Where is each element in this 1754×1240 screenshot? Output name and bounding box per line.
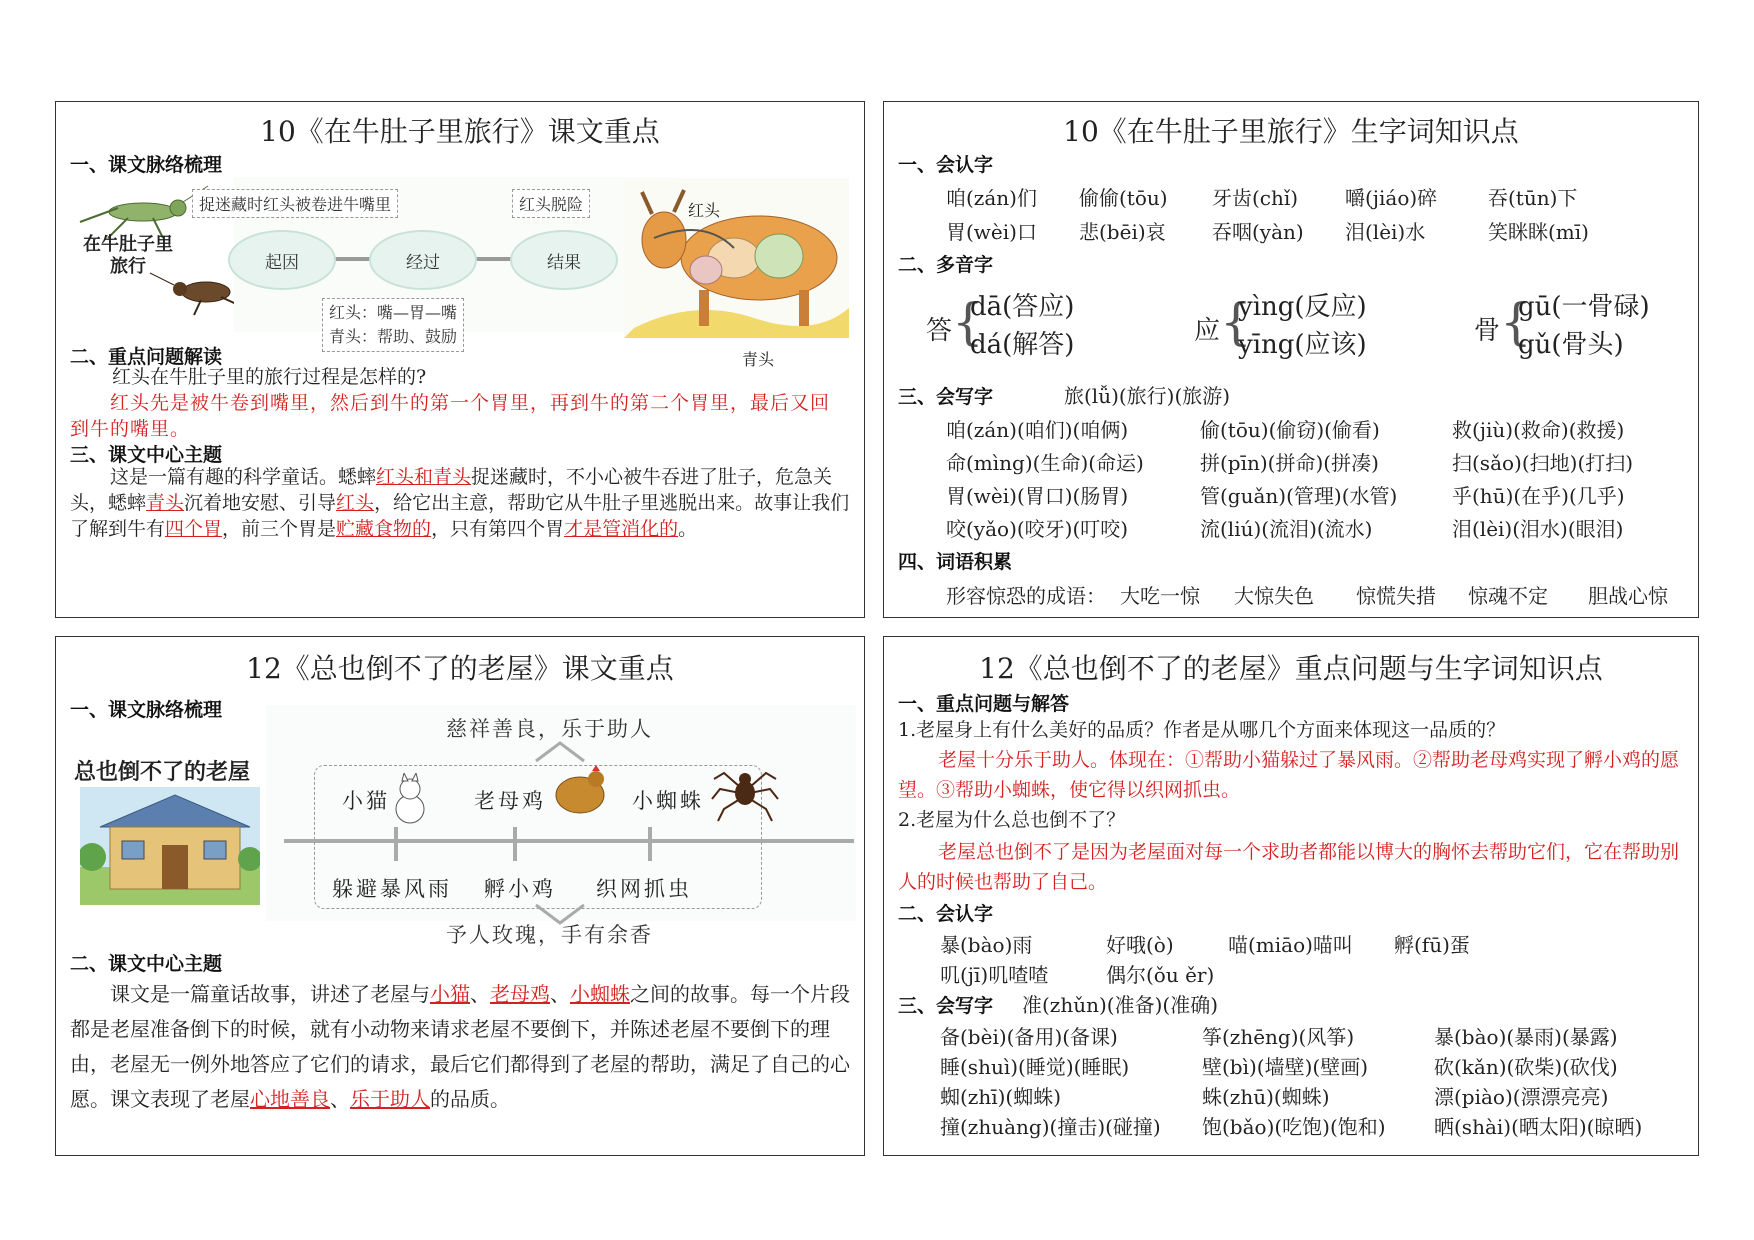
panel-cow-lesson-vocabulary	[883, 101, 1699, 618]
idiom: 大惊失色	[1234, 584, 1314, 608]
polyphone-char: 骨	[1474, 316, 1501, 346]
answer-text: 红头先是被牛卷到嘴里，然后到牛的第一个胃里，再到牛的第二个胃里，最后又回到牛的嘴里。	[70, 392, 831, 440]
section-heading: 一、会认字	[898, 154, 994, 176]
idioms-label: 形容惊恐的成语：	[946, 584, 1106, 608]
panel-title: 12《总也倒不了的老屋》课文重点	[246, 652, 674, 685]
section-heading: 四、词语积累	[898, 551, 1013, 573]
read-char: 暴(bào)雨	[940, 933, 1033, 957]
cow-stomach-illustration	[624, 178, 849, 338]
section-heading: 一、重点问题与解答	[898, 693, 1070, 715]
polyphone-reading: yīng(应该)	[1238, 330, 1367, 360]
write-char: 流(liú)(流泪)(流水)	[1200, 517, 1373, 541]
theme-text: 。	[678, 518, 698, 540]
section-heading: 三、课文中心主题	[70, 444, 223, 466]
flow-bottom-box	[322, 298, 464, 352]
write-char: 筝(zhēng)(风筝)	[1202, 1025, 1355, 1049]
section-heading: 三、会写字	[898, 995, 994, 1017]
read-char: 吞咽(yàn)	[1212, 220, 1304, 244]
question-text: 红头在牛肚子里的旅行过程是怎样的?	[112, 366, 427, 388]
cat-illustration	[388, 773, 432, 827]
read-char: 泪(lèi)水	[1345, 220, 1426, 244]
theme-text: 、	[470, 982, 490, 1006]
write-char: 备(bèi)(备用)(备课)	[940, 1025, 1118, 1049]
read-char: 悲(bēi)哀	[1079, 220, 1166, 244]
write-char: 晒(shài)(晒太阳)(晾晒)	[1434, 1115, 1643, 1139]
idiom: 惊慌失措	[1356, 584, 1436, 608]
read-char: 喵(miāo)喵叫	[1228, 933, 1353, 957]
write-char: 砍(kǎn)(砍柴)(砍伐)	[1434, 1055, 1618, 1079]
idiom: 惊魂不定	[1468, 584, 1548, 608]
theme-text: 、	[550, 982, 570, 1006]
theme-key-text: 心地善良	[250, 1087, 330, 1111]
section-heading: 二、重点问题解读	[70, 346, 223, 368]
read-char: 咱(zán)们	[946, 186, 1037, 210]
section-heading: 二、会认字	[898, 903, 994, 925]
flow-bottom-line-2: 青头：帮助、鼓励	[329, 327, 458, 346]
brace-icon: {	[952, 293, 984, 351]
read-char: 笑眯眯(mī)	[1488, 220, 1589, 244]
write-char-first: 准(zhǔn)(准备)(准确)	[1022, 993, 1218, 1017]
bottom-phrase: 予人玫瑰，手有余香	[446, 923, 653, 947]
spider-illustration	[710, 755, 780, 825]
read-char: 牙齿(chǐ)	[1212, 186, 1299, 210]
write-char: 饱(bǎo)(吃饱)(饱和)	[1202, 1115, 1386, 1139]
brace-icon: {	[1500, 293, 1532, 351]
theme-paragraph	[70, 977, 852, 1117]
write-char: 蜘(zhī)(蜘蛛)	[940, 1085, 1062, 1109]
polyphone-char: 应	[1194, 316, 1221, 346]
polyphone-char: 答	[926, 316, 953, 346]
theme-key-text: 老母鸡	[490, 982, 550, 1006]
theme-key-text: 贮藏食物的	[336, 518, 432, 540]
theme-text: 课文是一篇童话故事，讲述了老屋与	[110, 982, 430, 1006]
section-heading: 三、会写字	[898, 386, 994, 408]
theme-key-text: 红头和青头	[376, 466, 472, 488]
question-text: 1.老屋身上有什么美好的品质？作者是从哪几个方面来体现这一品质的？	[898, 719, 1506, 741]
write-char-first: 旅(lǚ)(旅行)(旅游)	[1064, 384, 1231, 408]
section-heading: 一、课文脉络梳理	[70, 154, 223, 176]
theme-text: 的品质。	[430, 1087, 510, 1111]
theme-key-text: 四个胃	[165, 518, 223, 540]
write-char: 睡(shuì)(睡觉)(睡眠)	[940, 1055, 1130, 1079]
idiom: 大吃一惊	[1120, 584, 1200, 608]
event-label: 孵小鸡	[484, 877, 556, 901]
theme-text: 之间的故事。每一个片段都是老屋准备倒下的时候，就有小动物来请求老屋不要倒下，并陈述老屋不要倒下的理由，老屋无一例外地答应了它们的请求，最后它们都得到了老屋的帮助，满足了自己的心愿。课文表现了老屋	[70, 982, 850, 1111]
cow-label-green: 青头	[742, 350, 775, 369]
section-heading: 二、课文中心主题	[70, 953, 223, 975]
panel-cow-lesson-key-points	[55, 101, 865, 618]
old-house-illustration	[80, 787, 260, 905]
panel-title: 12《总也倒不了的老屋》重点问题与生字词知识点	[979, 652, 1603, 685]
polyphone-reading: dā(答应)	[970, 292, 1075, 322]
flow-bottom-line-1: 红头：嘴—胃—嘴	[329, 303, 458, 322]
section-heading: 二、多音字	[898, 254, 994, 276]
theme-key-text: 乐于助人	[350, 1087, 430, 1111]
hen-illustration	[552, 765, 608, 817]
flow-top-box: 捉迷藏时红头被卷进牛嘴里	[192, 189, 398, 218]
polyphone-reading: gū(一骨碌)	[1518, 292, 1650, 322]
theme-text: ，给它出主意，帮助它从牛肚子里逃脱出来。故事让我们了解到牛有	[70, 492, 850, 540]
house-title: 总也倒不了的老屋	[74, 760, 251, 785]
theme-paragraph	[70, 464, 850, 542]
flow-oval-process: 经过	[369, 230, 477, 290]
write-char: 命(mìng)(生命)(命运)	[946, 451, 1144, 475]
top-phrase: 慈祥善良，乐于助人	[446, 717, 653, 741]
write-char: 泪(lèi)(泪水)(眼泪)	[1452, 517, 1624, 541]
theme-key-text: 红头	[336, 492, 375, 514]
theme-key-text: 青头	[146, 492, 185, 514]
theme-text: ，只有第四个胃	[431, 518, 565, 540]
read-char: 孵(fū)蛋	[1394, 933, 1470, 957]
read-char: 胃(wèi)口	[946, 220, 1037, 244]
section-heading: 一、课文脉络梳理	[70, 699, 223, 721]
polyphone-reading: yìng(反应)	[1238, 292, 1367, 322]
write-char: 壁(bì)(墙壁)(壁画)	[1202, 1055, 1369, 1079]
write-char: 暴(bào)(暴雨)(暴露)	[1434, 1025, 1618, 1049]
read-char: 嚼(jiáo)碎	[1345, 186, 1438, 210]
storyline-line	[284, 839, 854, 843]
polyphone-reading: dá(解答)	[970, 330, 1075, 360]
read-char: 叽(jī)叽喳喳	[940, 963, 1049, 987]
animal-label: 老母鸡	[474, 789, 546, 813]
panel-title: 10《在牛肚子里旅行》生字词知识点	[1063, 115, 1519, 148]
animal-label: 小蜘蛛	[632, 789, 704, 813]
tick	[394, 827, 398, 861]
write-char: 撞(zhuàng)(撞击)(碰撞)	[940, 1115, 1161, 1139]
up-chevron-icon	[532, 739, 588, 763]
animal-label: 小猫	[342, 789, 390, 813]
tick	[648, 827, 652, 861]
write-char: 乎(hū)(在乎)(几乎)	[1452, 484, 1625, 508]
answer-text: 老屋十分乐于助人。体现在：①帮助小猫躲过了暴风雨。②帮助老母鸡实现了孵小鸡的愿望。③帮助小蜘蛛，使它得以织网抓虫。	[898, 749, 1680, 801]
theme-text: 、	[330, 1087, 350, 1111]
flow-top-box-right: 红头脱险	[512, 189, 590, 218]
theme-text: 捉迷藏时，不小心被牛吞进了肚子，危急关头，蟋蟀	[70, 466, 833, 514]
read-char: 偷偷(tōu)	[1079, 186, 1168, 210]
theme-text: ，前三个胃是	[222, 518, 337, 540]
read-char: 偶尔(ǒu ěr)	[1106, 963, 1215, 987]
write-char: 咱(zán)(咱们)(咱俩)	[946, 418, 1129, 442]
read-char: 好哦(ò)	[1106, 933, 1174, 957]
read-char: 吞(tūn)下	[1488, 186, 1578, 210]
theme-key-text: 才是管消化的	[564, 518, 679, 540]
theme-key-text: 小猫	[430, 982, 470, 1006]
write-char: 拼(pīn)(拼命)(拼凑)	[1200, 451, 1379, 475]
theme-text: 沉着地安慰、引导	[184, 492, 337, 514]
flow-oval-cause: 起因	[228, 230, 336, 290]
event-label: 躲避暴风雨	[332, 877, 452, 901]
write-char: 管(guǎn)(管理)(水管)	[1200, 484, 1398, 508]
write-char: 蛛(zhū)(蜘蛛)	[1202, 1085, 1330, 1109]
theme-key-text: 小蜘蛛	[570, 982, 630, 1006]
brace-icon: {	[1220, 293, 1252, 351]
write-char: 扫(sǎo)(扫地)(打扫)	[1452, 451, 1634, 475]
panel-old-house-questions-vocabulary	[883, 636, 1699, 1156]
center-label: 在牛肚子里旅行	[83, 234, 173, 277]
flow-oval-result: 结果	[510, 230, 618, 290]
write-char: 漂(piào)(漂漂亮亮)	[1434, 1085, 1609, 1109]
write-char: 胃(wèi)(胃口)(肠胃)	[946, 484, 1129, 508]
question-text: 2.老屋为什么总也倒不了？	[898, 809, 1126, 831]
event-label: 织网抓虫	[596, 877, 692, 901]
idiom: 胆战心惊	[1588, 584, 1668, 608]
theme-text: 这是一篇有趣的科学童话。蟋蟀	[110, 466, 377, 488]
write-char: 偷(tōu)(偷窃)(偷看)	[1200, 418, 1380, 442]
write-char: 救(jiù)(救命)(救援)	[1452, 418, 1625, 442]
tick	[513, 827, 517, 861]
cow-label-red: 红头	[688, 201, 721, 220]
panel-old-house-lesson-key-points	[55, 636, 865, 1156]
answer-text: 老屋总也倒不了是因为老屋面对每一个求助者都能以博大的胸怀去帮助它们，它在帮助别人的时候也帮助了自己。	[898, 841, 1680, 893]
panel-title: 10《在牛肚子里旅行》课文重点	[260, 115, 660, 148]
polyphone-reading: gǔ(骨头)	[1518, 330, 1624, 360]
write-char: 咬(yǎo)(咬牙)(叮咬)	[946, 517, 1129, 541]
